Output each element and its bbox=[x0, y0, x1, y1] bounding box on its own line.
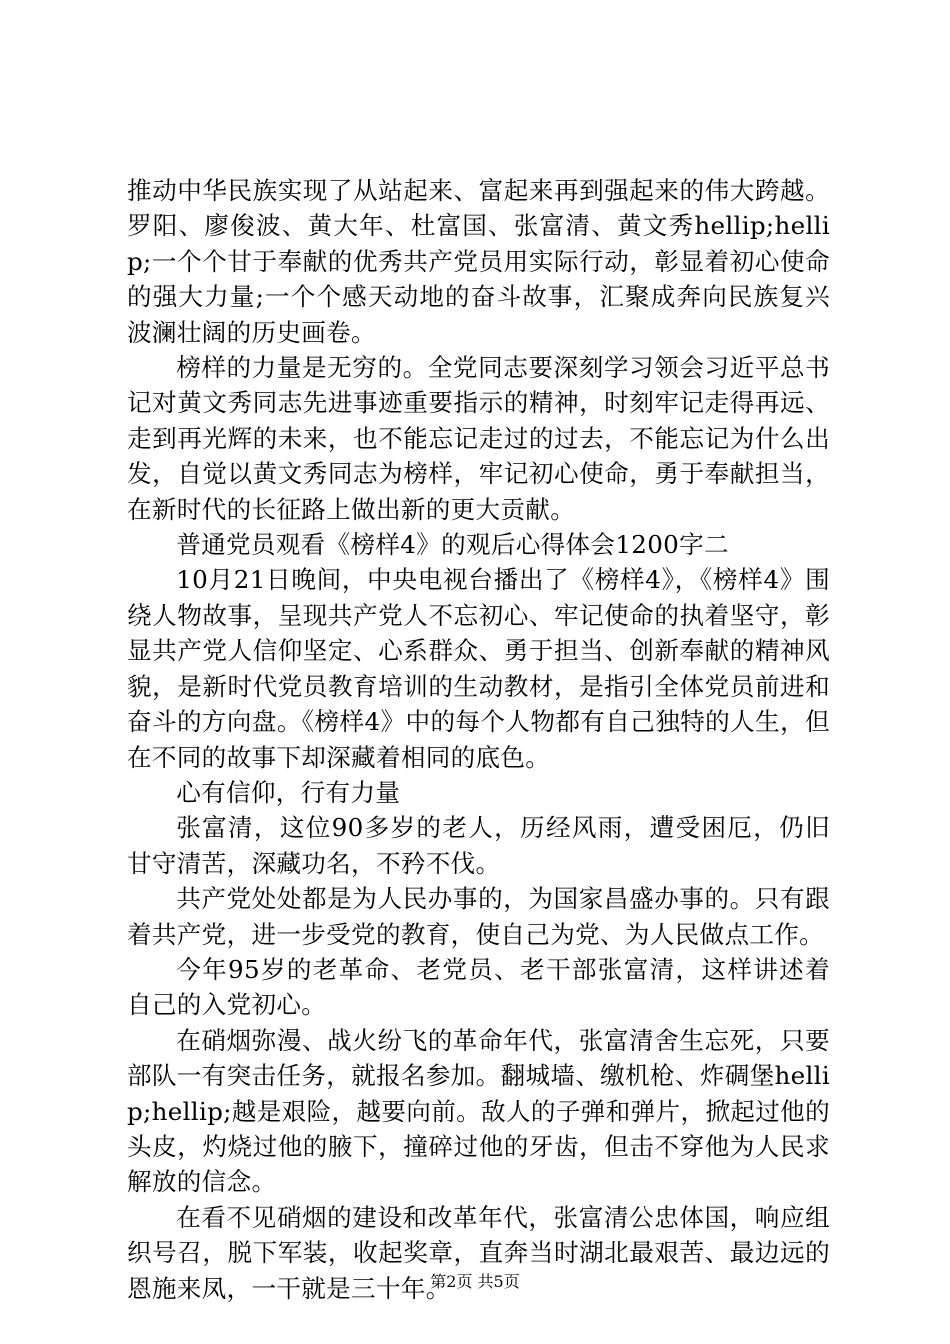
document-body bbox=[127, 173, 830, 1306]
paragraph-role-model-power: 榜样的力量是无穷的。全党同志要深刻学习领会习近平总书记对黄文秀同志先进事迹重要指示的精神，时刻牢记走得再远、走到再光辉的未来，也不能忘记走过的过去，不能忘记为什么出发，自觉以黄文秀同志为榜样，牢记初心使命，勇于奉献担当，在新时代的长征路上做出新的更大贡献。 bbox=[127, 353, 830, 524]
subheading-faith: 心有信仰，行有力量 bbox=[176, 777, 401, 807]
paragraph-war-years: 在硝烟弥漫、战火纷飞的革命年代，张富清舍生忘死，只要部队一有突击任务，就报名参加。翻城墙、缴机枪、炸碉堡hellip;hellip;越是艰险，越要向前。敌人的子弹和弹片，掀起过他的头皮，灼烧过他的腋下，撞碎过他的牙齿，但击不穿他为人民求解放的信念。 bbox=[127, 1025, 830, 1197]
paragraph-broadcast: 10月21日晚间，中央电视台播出了《榜样4》，《榜样4》围绕人物故事，呈现共产党人不忘初心、牢记使命的执着坚守，彰显共产党人信仰坚定、心系群众、勇于担当、创新奉献的精神风貌，是新时代党员教育培训的生动教材，是指引全体党员前进和奋斗的方向盘。《榜样4》中的每个人物都有自己独特的人生，但在不同的故事下却深藏着相同的底色。 bbox=[127, 565, 830, 772]
paragraph-quote: 共产党处处都是为人民办事的，为国家昌盛办事的。只有跟着共产党，进一步受党的教育，使自己为党、为人民做点工作。 bbox=[127, 884, 830, 949]
paragraph-construction-years: 在看不见硝烟的建设和改革年代，张富清公忠体国，响应组织号召，脱下军装，收起奖章，直奔当时湖北最艰苦、最边远的恩施来凤，一干就是三十年。 bbox=[127, 1202, 830, 1303]
paragraph-initial-heart: 今年95岁的老革命、老党员、老干部张富清，这样讲述着自己的入党初心。 bbox=[127, 954, 830, 1020]
paragraph-continuation: 推动中华民族实现了从站起来、富起来再到强起来的伟大跨越。罗阳、廖俊波、黄大年、杜富国、张富清、黄文秀hellip;hellip;一个个甘于奉献的优秀共产党员用实际行动，彰显着初心使命的强大力量;一个个感天动地的奋斗故事，汇聚成奔向民族复兴波澜壮阔的历史画卷。 bbox=[127, 176, 830, 347]
paragraph-zhang-intro: 张富清，这位90多岁的老人，历经风雨，遭受困厄，仍旧甘守清苦，深藏功名，不矜不伐。 bbox=[127, 813, 830, 878]
section-title: 普通党员观看《榜样4》的观后心得体会1200字二 bbox=[176, 530, 729, 560]
page-number-footer: 第2页 共5页 bbox=[430, 1272, 520, 1291]
